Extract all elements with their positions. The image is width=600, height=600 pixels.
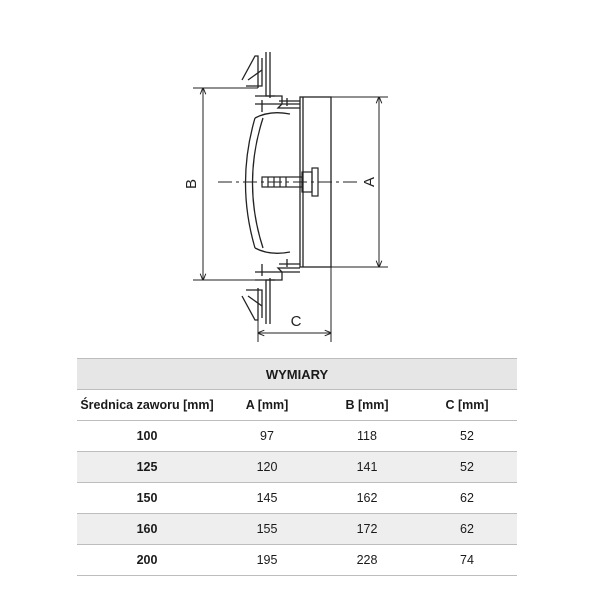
table-row [77,421,517,452]
cell-c: 52 [417,421,517,452]
table-title: WYMIARY [77,359,517,390]
dimensions-table [77,358,517,576]
cell-b: 228 [317,545,417,576]
header-b: B [mm] [317,390,417,421]
dimension-c [258,267,331,342]
header-a: A [mm] [217,390,317,421]
dimension-a [331,97,388,267]
top-mounting-clamp [242,52,300,112]
cell-a: 120 [217,452,317,483]
dimension-b [193,88,258,280]
cell-diameter: 125 [77,452,217,483]
cell-a: 155 [217,514,317,545]
table-row [77,452,517,483]
cell-c: 74 [417,545,517,576]
cell-a: 97 [217,421,317,452]
cell-a: 145 [217,483,317,514]
cell-c: 52 [417,452,517,483]
cell-diameter: 160 [77,514,217,545]
table-title-row [77,359,517,390]
cell-a: 195 [217,545,317,576]
cell-c: 62 [417,483,517,514]
table-row [77,483,517,514]
dimension-b-label: B [183,178,200,190]
table-row [77,514,517,545]
cell-b: 172 [317,514,417,545]
dimension-c-label: C [290,313,302,330]
header-diameter: Średnica zaworu [mm] [77,390,217,421]
cell-diameter: 200 [77,545,217,576]
table-header-row [77,390,517,421]
cell-b: 162 [317,483,417,514]
cell-b: 118 [317,421,417,452]
dimension-a-label: A [361,176,378,188]
cell-diameter: 100 [77,421,217,452]
table-row [77,545,517,576]
header-c: C [mm] [417,390,517,421]
cell-c: 62 [417,514,517,545]
cell-b: 141 [317,452,417,483]
cell-diameter: 150 [77,483,217,514]
